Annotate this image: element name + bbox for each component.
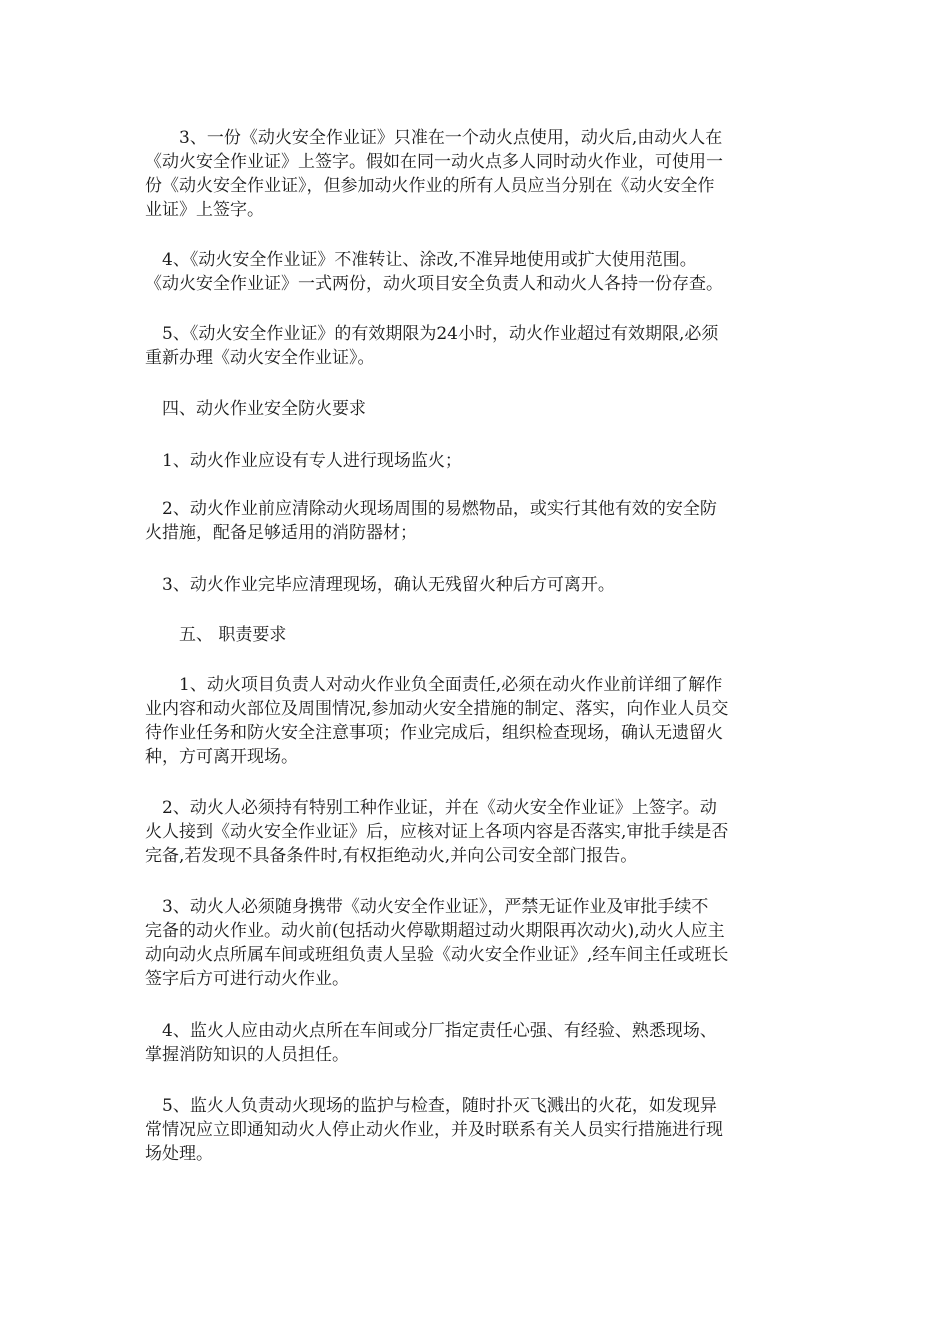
text-line: 五、 职责要求 xyxy=(145,625,287,645)
text-line: 3、动火作业完毕应清理现场，确认无残留火种后方可离开。 xyxy=(145,575,615,595)
text-line: 《动火安全作业证》一式两份，动火项目安全负责人和动火人各持一份存查。 xyxy=(145,274,723,294)
section-heading-responsibilities xyxy=(145,623,805,647)
text-line: 火人接到《动火安全作业证》后，应核对证上各项内容是否落实,审批手续是否 xyxy=(145,822,729,842)
text-line: 份《动火安全作业证》，但参加动火作业的所有人员应当分别在《动火安全作 xyxy=(145,176,715,196)
paragraph-5-validity xyxy=(145,322,805,370)
section-heading-fire-safety xyxy=(145,397,805,421)
text-line: 动向动火点所属车间或班组负责人呈验《动火安全作业证》,经车间主任或班长 xyxy=(145,945,729,965)
text-line: 签字后方可进行动火作业。 xyxy=(145,969,349,989)
text-line: 业内容和动火部位及周围情况,参加动火安全措施的制定、落实，向作业人员交 xyxy=(145,699,729,719)
paragraph-3-permit-usage xyxy=(145,126,805,222)
text-line: 重新办理《动火安全作业证》。 xyxy=(145,348,375,368)
text-line: 5、《动火安全作业证》的有效期限为24小时，动火作业超过有效期限,必须 xyxy=(145,324,719,344)
text-line: 4、监火人应由动火点所在车间或分厂指定责任心强、有经验、熟悉现场、 xyxy=(145,1021,717,1041)
text-line: 种，方可离开现场。 xyxy=(145,747,298,767)
text-line: 2、动火作业前应清除动火现场周围的易燃物品，或实行其他有效的安全防 xyxy=(145,499,717,519)
paragraph-fire-watcher-duties xyxy=(145,1094,805,1166)
text-line: 《动火安全作业证》上签字。假如在同一动火点多人同时动火作业，可使用一 xyxy=(145,152,723,172)
text-line: 完备,若发现不具备条件时,有权拒绝动火,并向公司安全部门报告。 xyxy=(145,846,638,866)
text-line: 3、动火人必须随身携带《动火安全作业证》，严禁无证作业及审批手续不 xyxy=(145,897,709,917)
text-line: 5、监火人负责动火现场的监护与检查，随时扑灭飞溅出的火花，如发现异 xyxy=(145,1096,717,1116)
text-line: 完备的动火作业。动火前(包括动火停歇期超过动火期限再次动火),动火人应主 xyxy=(145,921,725,941)
text-line: 常情况应立即通知动火人停止动火作业，并及时联系有关人员实行措施进行现 xyxy=(145,1120,723,1140)
text-line: 2、动火人必须持有特别工种作业证，并在《动火安全作业证》上签字。动 xyxy=(145,798,717,818)
paragraph-clear-flammables xyxy=(145,497,805,545)
paragraph-carry-permit xyxy=(145,895,805,991)
paragraph-fire-watcher-assignment xyxy=(145,1019,805,1067)
text-line: 3、一份《动火安全作业证》只准在一个动火点使用，动火后,由动火人在 xyxy=(145,128,723,148)
text-line: 四、动火作业安全防火要求 xyxy=(145,399,366,419)
paragraph-cleanup xyxy=(145,573,805,597)
paragraph-hot-work-operator xyxy=(145,796,805,868)
paragraph-project-lead xyxy=(145,673,805,769)
paragraph-4-no-transfer xyxy=(145,248,805,296)
text-line: 场处理。 xyxy=(145,1144,213,1164)
text-line: 掌握消防知识的人员担任。 xyxy=(145,1045,349,1065)
paragraph-fire-watch xyxy=(145,449,805,473)
text-line: 业证》上签字。 xyxy=(145,200,264,220)
text-line: 4、《动火安全作业证》不准转让、涂改,不准异地使用或扩大使用范围。 xyxy=(145,250,697,270)
text-line: 待作业任务和防火安全注意事项；作业完成后，组织检查现场，确认无遗留火 xyxy=(145,723,723,743)
text-line: 1、动火作业应设有专人进行现场监火； xyxy=(145,451,462,471)
text-line: 火措施，配备足够适用的消防器材； xyxy=(145,523,417,543)
text-line: 1、动火项目负责人对动火作业负全面责任,必须在动火作业前详细了解作 xyxy=(145,675,723,695)
